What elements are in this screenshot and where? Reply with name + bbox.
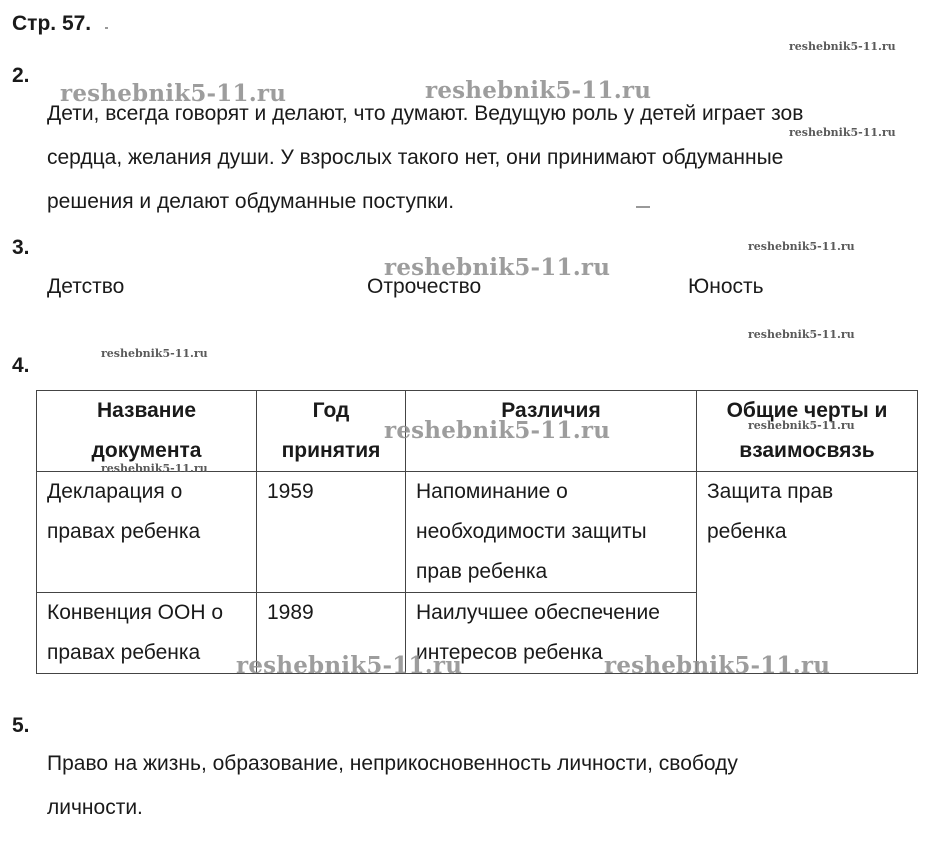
header-year: Год принятия — [257, 391, 406, 472]
question-2-number: 2. — [12, 64, 30, 87]
answer-line: Дети, всегда говорят и делают, что думают. Ведущую роль у детей играет зов — [47, 102, 804, 125]
watermark-small: reshebnik5-11.ru — [101, 347, 208, 360]
answer-line: личности. — [47, 796, 143, 819]
speck — [636, 206, 650, 208]
cell-differences: Наилучшее обеспечение интересов ребенка — [406, 593, 697, 674]
watermark-small: reshebnik5-11.ru — [748, 240, 855, 253]
cell-document-name: Декларация о правах ребенка — [37, 472, 257, 593]
header-common-features: Общие черты и взаимосвязь — [697, 391, 918, 472]
watermark: reshebnik5-11.ru — [384, 254, 611, 281]
cell-year: 1989 — [257, 593, 406, 674]
watermark-small: reshebnik5-11.ru — [748, 328, 855, 341]
page-title: Стр. 57. — [12, 12, 92, 35]
cell-document-name: Конвенция ООН о правах ребенка — [37, 593, 257, 674]
watermark-small: reshebnik5-11.ru — [789, 126, 896, 139]
question-5-number: 5. — [12, 714, 30, 737]
stage-youth: Юность — [688, 275, 764, 298]
answer-line: сердца, желания души. У взрослых такого нет, они принимают обдуманные — [47, 146, 784, 169]
watermark: reshebnik5-11.ru — [604, 652, 831, 679]
cell-common-features: Защита прав ребенка — [697, 472, 918, 674]
cell-year: 1959 — [257, 472, 406, 593]
watermark: reshebnik5-11.ru — [384, 417, 611, 444]
header-document-name: Название документа — [37, 391, 257, 472]
watermark-small: reshebnik5-11.ru — [789, 40, 896, 53]
answer-line: Право на жизнь, образование, неприкосновенность личности, свободу — [47, 752, 738, 775]
watermark: reshebnik5-11.ru — [60, 80, 287, 107]
question-2-answer — [47, 92, 803, 224]
watermark: reshebnik5-11.ru — [236, 652, 463, 679]
stage-childhood: Детство — [47, 275, 125, 298]
stage-adolescence: Отрочество — [367, 275, 482, 298]
speck — [105, 27, 108, 29]
question-3-number: 3. — [12, 236, 30, 259]
question-4-number: 4. — [12, 354, 30, 377]
answer-line: решения и делают обдуманные поступки. — [47, 190, 455, 213]
cell-differences: Напоминание о необходимости защиты прав ребенка — [406, 472, 697, 593]
watermark-small: reshebnik5-11.ru — [748, 419, 855, 432]
table-row — [37, 472, 918, 593]
watermark: reshebnik5-11.ru — [425, 77, 652, 104]
question-5-answer — [47, 742, 738, 830]
watermark-small: reshebnik5-11.ru — [101, 462, 208, 475]
header-differences: Различия — [406, 391, 697, 472]
